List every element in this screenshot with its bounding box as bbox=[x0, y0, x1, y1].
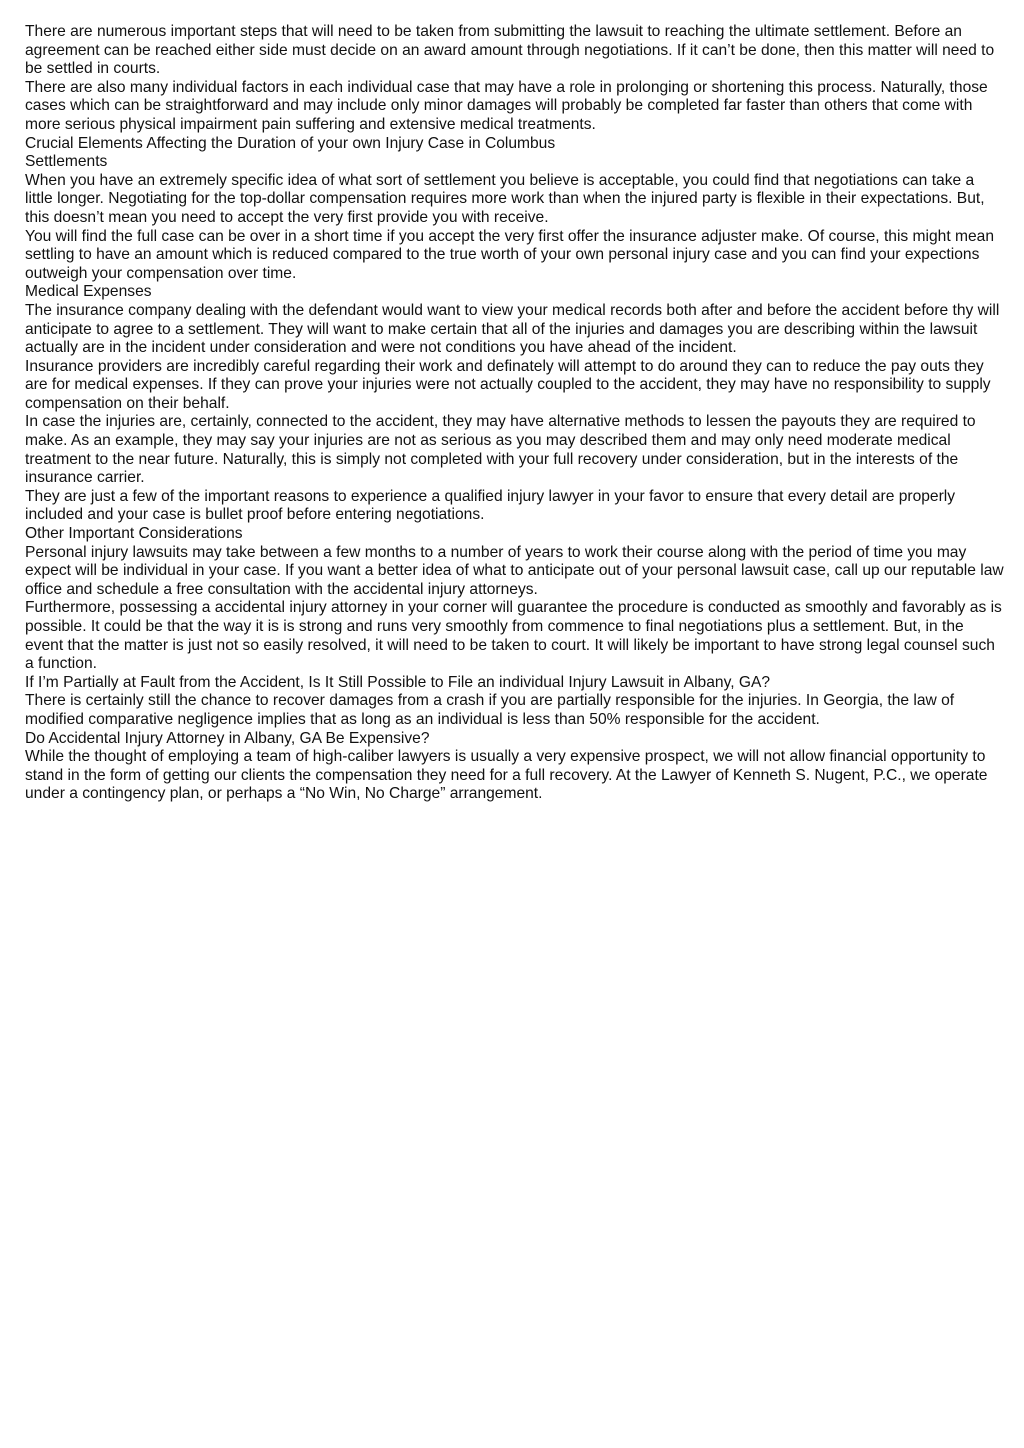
document-page bbox=[25, 23, 1005, 804]
paragraph-insurance-careful: Insurance providers are incredibly careful regarding their work and definately will attempt to do around they can to reduce the pay outs they are for medical expenses. If they can prove your injuries were not actually coupled to the accident, they may have no responsibility to supply compensation on their behalf. bbox=[25, 357, 991, 412]
heading-partially-at-fault: If I’m Partially at Fault from the Accident, Is It Still Possible to File an individual Injury Lawsuit in Albany, GA? bbox=[25, 673, 771, 691]
paragraph-no-win-no-charge: While the thought of employing a team of high-caliber lawyers is usually a very expensive prospect, we will not allow financial opportunity to stand in the form of getting our clients the compensation they need for a full recovery. At the Lawyer of Kenneth S. Nugent, P.C., we operate under a contingency plan, or perhaps a “No Win, No Charge” arrangement. bbox=[25, 748, 988, 803]
heading-other-considerations: Other Important Considerations bbox=[25, 525, 243, 543]
paragraph-individual-factors: There are also many individual factors in each individual case that may have a role in prolonging or shortening this process. Naturally, those cases which can be straightforward and may include only minor damages will probably be completed far faster than others that come with more serious physical impairment pain suffering and extensive medical treatments. bbox=[25, 78, 988, 133]
paragraph-comparative-negligence: There is certainly still the chance to recover damages from a crash if you are partially responsible for the injuries. In Georgia, the law of modified comparative negligence implies that as long as an individual is less than 50% responsible for the accident. bbox=[25, 692, 955, 728]
paragraph-intro-steps: There are numerous important steps that will need to be taken from submitting the lawsuit to reaching the ultimate settlement. Before an agreement can be reached either side must decide on an award amount through negotiations. If it can’t be done, then this matter will need to be settled in courts. bbox=[25, 23, 995, 78]
paragraph-first-offer: You will find the full case can be over in a short time if you accept the very first offer the insurance adjuster make. Of course, this might mean settling to have an amount which is reduced compared to the true worth of your own personal injury case and you can find your expections outweigh your compensation over time. bbox=[25, 227, 995, 282]
paragraph-qualified-lawyer: They are just a few of the important reasons to experience a qualified injury lawyer in your favor to ensure that every detail are properly included and your case is bullet proof before entering negotiations. bbox=[25, 487, 956, 524]
heading-attorney-expensive: Do Accidental Injury Attorney in Albany, GA Be Expensive? bbox=[25, 729, 430, 747]
paragraph-injuries-connected: In case the injuries are, certainly, connected to the accident, they may have alternative methods to lessen the payouts they are required to make. As an example, they may say your injuries are not as serious as you may described them and may only need moderate medical treatment to the near future. Naturally, this is simply not completed with your full recovery under consideration, but in the interests of the insurance carrier. bbox=[25, 413, 976, 487]
heading-settlements: Settlements bbox=[25, 153, 108, 171]
paragraph-attorney-corner: Furthermore, possessing a accidental injury attorney in your corner will guarantee the procedure is conducted as smoothly and favorably as is possible. It could be that the way it is is strong and runs very smoothly from commence to final negotiations plus a settlement. But, in the event that the matter is just not so easily resolved, it will need to be taken to court. It will likely be important to have strong legal counsel such a function. bbox=[25, 599, 1002, 673]
paragraph-lawsuit-duration: Personal injury lawsuits may take between a few months to a number of years to work their course along with the period of time you may expect will be individual in your case. If you want a better idea of what to anticipate out of your personal lawsuit case, call up our reputable law office and schedule a free consultation with the accidental injury attorneys. bbox=[25, 543, 1004, 598]
heading-medical-expenses: Medical Expenses bbox=[25, 283, 152, 301]
paragraph-medical-records: The insurance company dealing with the defendant would want to view your medical records both after and before the accident before thy will anticipate to agree to a settlement. They will want to make certain that all of the injuries and damages you are describing within the lawsuit actually are in the incident under consideration and were not conditions you have ahead of the incident. bbox=[25, 301, 1000, 357]
paragraph-settlement-idea: When you have an extremely specific idea of what sort of settlement you believe is acceptable, you could find that negotiations can take a little longer. Negotiating for the top-dollar compensation requires more work than when the injured party is flexible in their expectations. But, this doesn’t mean you need to accept the very first provide you with receive. bbox=[25, 171, 985, 226]
heading-crucial-elements: Crucial Elements Affecting the Duration of your own Injury Case in Columbus bbox=[25, 134, 556, 152]
